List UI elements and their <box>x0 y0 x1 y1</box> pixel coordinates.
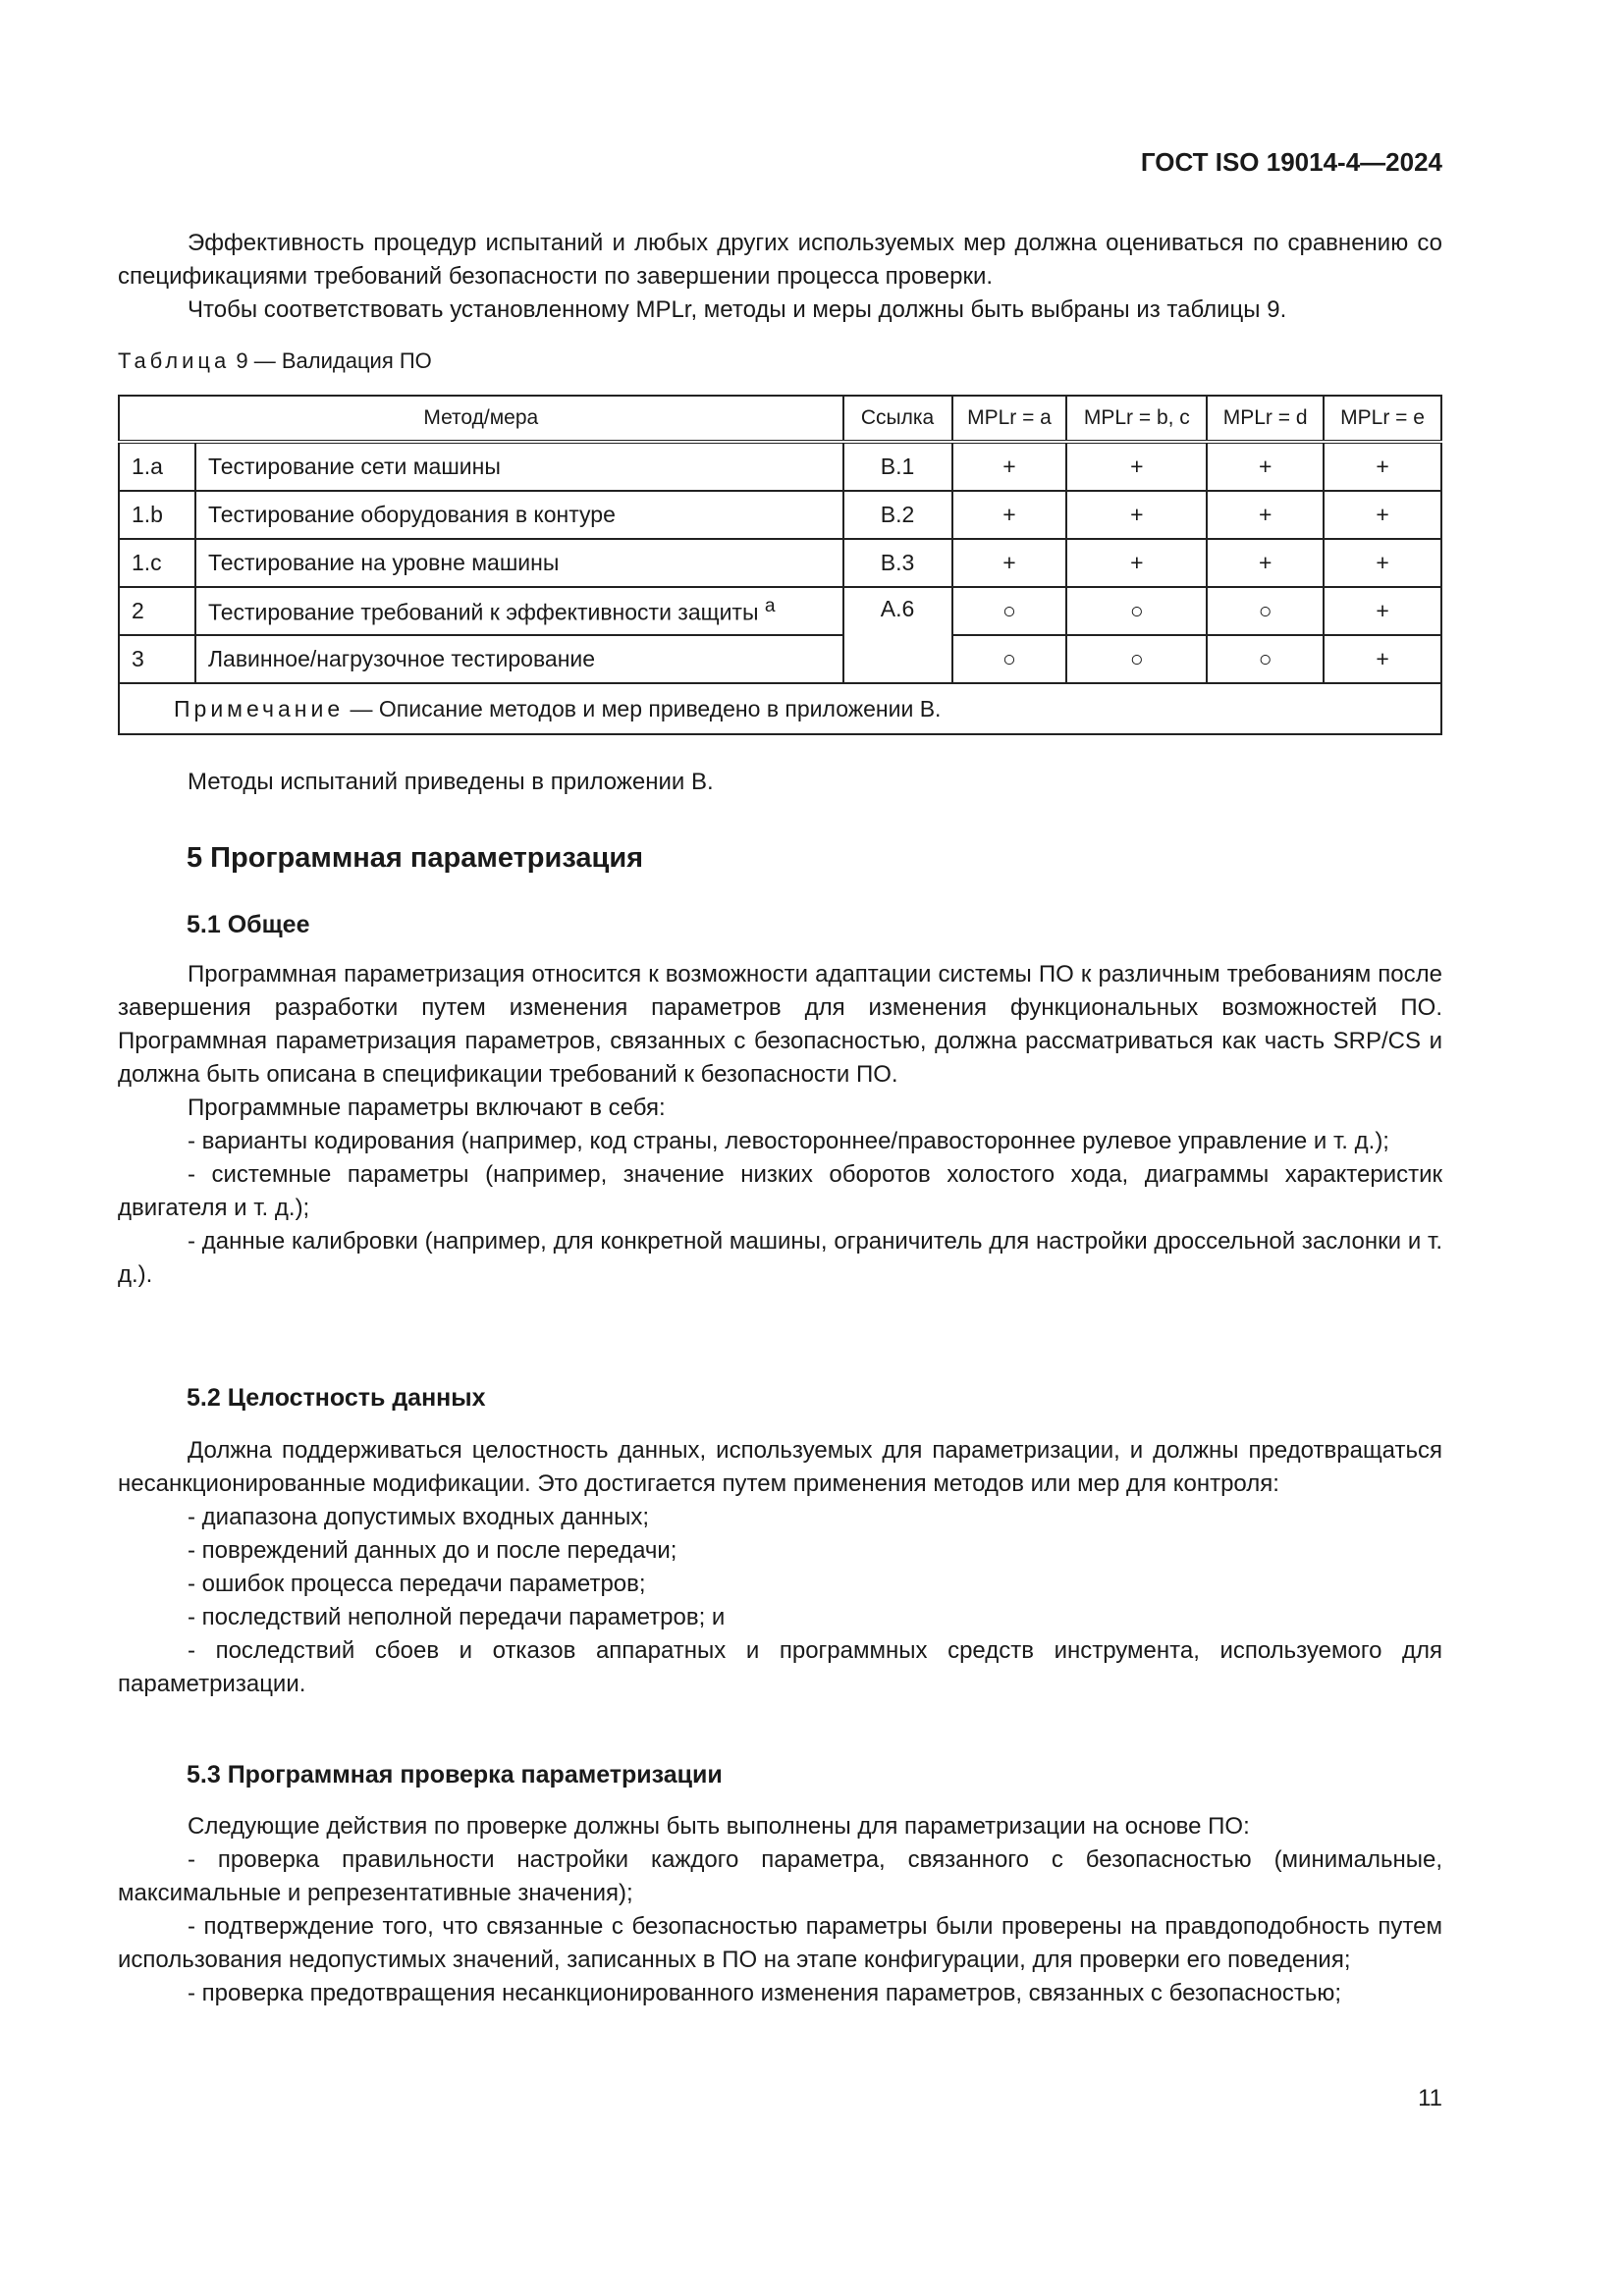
section-5-3-title: 5.3 Программная проверка параметризации <box>187 1761 723 1789</box>
table-row <box>119 442 1441 491</box>
table-header-row <box>119 396 1441 442</box>
cell-bc: ○ <box>1066 587 1207 635</box>
cell-ref: B.3 <box>843 539 952 587</box>
col-header: MPLr = d <box>1207 396 1324 442</box>
section-5-2-body <box>118 1434 1442 1701</box>
list-item: - подтверждение того, что связанные с безопасностью параметры были проверены на правдоподобность путем использования недопустимых значений, записанных в ПО на этапе конфигурации, для проверки его поведения; <box>118 1913 1442 1973</box>
section-5-2-title: 5.2 Целостность данных <box>187 1384 486 1412</box>
cell-d: + <box>1207 442 1324 491</box>
method-text: Тестирование требований к эффективности защиты <box>207 599 759 625</box>
cell-method <box>195 587 843 635</box>
list-item: - повреждений данных до и после передачи; <box>188 1537 677 1564</box>
caption-title: 9 — Валидация ПО <box>230 348 432 373</box>
cell-num: 1.b <box>119 491 195 539</box>
section-5-1-title: 5.1 Общее <box>187 911 310 938</box>
cell-ref: B.1 <box>843 442 952 491</box>
cell-e: + <box>1324 442 1441 491</box>
cell-a: ○ <box>952 587 1067 635</box>
table-note-row <box>119 683 1441 734</box>
paragraph: Программные параметры включают в себя: <box>188 1095 666 1121</box>
paragraph: Следующие действия по проверке должны быть выполнены для параметризации на основе ПО: <box>188 1813 1250 1840</box>
table-row <box>119 539 1441 587</box>
section-5-title: 5 Программная параметризация <box>187 842 644 874</box>
cell-bc: ○ <box>1066 635 1207 683</box>
after-table-text <box>118 766 1442 799</box>
list-item: - проверка правильности настройки каждого параметра, связанного с безопасностью (минимальные, максимальные и репрезентативные значения); <box>118 1846 1442 1906</box>
list-item: - диапазона допустимых входных данных; <box>188 1504 649 1530</box>
paragraph: Методы испытаний приведены в приложении B. <box>188 769 714 795</box>
cell-bc: + <box>1066 491 1207 539</box>
list-item: - проверка предотвращения несанкционированного изменения параметров, связанных с безопасностью; <box>188 1980 1342 2006</box>
cell-method: Тестирование оборудования в контуре <box>195 491 843 539</box>
paragraph: Должна поддерживаться целостность данных, используемых для параметризации, и должны предотвращаться несанкционированные модификации. Это достигается путем применения методов или мер для контроля: <box>118 1437 1442 1497</box>
cell-d: ○ <box>1207 635 1324 683</box>
paragraph: Программная параметризация относится к возможности адаптации системы ПО к различным требованиям после завершения разработки путем изменения параметров для изменения функциональных возможностей ПО. Программная параметризация параметров, связанных с безопасностью, должна рассматриваться как часть SRP/CS и должна быть описана в спецификации требований к безопасности ПО. <box>118 961 1442 1088</box>
caption-label: Таблица <box>118 348 231 373</box>
document-header: ГОСТ ISO 19014-4—2024 <box>1140 147 1442 177</box>
cell-a: + <box>952 491 1067 539</box>
cell-e: + <box>1324 491 1441 539</box>
list-item: - системные параметры (например, значение низких оборотов холостого хода, диаграммы характеристик двигателя и т. д.); <box>118 1161 1442 1221</box>
note-label: Примечание <box>174 695 345 721</box>
paragraph: Эффективность процедур испытаний и любых других используемых мер должна оцениваться по сравнению со спецификациями требований безопасности по завершении процесса проверки. <box>118 230 1442 290</box>
cell-e: + <box>1324 587 1441 635</box>
cell-method: Лавинное/нагрузочное тестирование <box>195 635 843 683</box>
table-caption <box>118 348 432 374</box>
validation-table <box>118 395 1442 735</box>
list-item: - последствий сбоев и отказов аппаратных и программных средств инструмента, используемого для параметризации. <box>118 1637 1442 1697</box>
cell-num: 2 <box>119 587 195 635</box>
cell-d: ○ <box>1207 587 1324 635</box>
section-5-3-body <box>118 1810 1442 2010</box>
note-text: — Описание методов и мер приведено в приложении B. <box>344 695 942 721</box>
col-header: MPLr = a <box>952 396 1067 442</box>
page-number: 11 <box>1418 2085 1442 2111</box>
col-header: Ссылка <box>843 396 952 442</box>
cell-ref: A.6 <box>843 587 952 683</box>
cell-a: ○ <box>952 635 1067 683</box>
intro-text <box>118 227 1442 327</box>
table-row <box>119 491 1441 539</box>
cell-d: + <box>1207 491 1324 539</box>
cell-bc: + <box>1066 442 1207 491</box>
paragraph: Чтобы соответствовать установленному MPLr, методы и меры должны быть выбраны из таблицы 9. <box>188 296 1287 323</box>
section-5-1-body <box>118 958 1442 1292</box>
cell-num: 1.c <box>119 539 195 587</box>
table-row <box>119 587 1441 635</box>
cell-num: 3 <box>119 635 195 683</box>
footnote-marker: a <box>764 596 776 617</box>
col-header: MPLr = e <box>1324 396 1441 442</box>
table-note <box>119 683 1441 734</box>
cell-method: Тестирование на уровне машины <box>195 539 843 587</box>
col-header: Метод/мера <box>119 396 843 442</box>
col-header: MPLr = b, c <box>1066 396 1207 442</box>
list-item: - варианты кодирования (например, код страны, левостороннее/правостороннее рулевое управление и т. д.); <box>188 1128 1389 1154</box>
cell-a: + <box>952 442 1067 491</box>
cell-d: + <box>1207 539 1324 587</box>
cell-num: 1.a <box>119 442 195 491</box>
list-item: - данные калибровки (например, для конкретной машины, ограничитель для настройки дроссельной заслонки и т. д.). <box>118 1228 1442 1288</box>
list-item: - последствий неполной передачи параметров; и <box>188 1604 726 1630</box>
cell-method: Тестирование сети машины <box>195 442 843 491</box>
cell-a: + <box>952 539 1067 587</box>
table-row <box>119 635 1441 683</box>
cell-ref: B.2 <box>843 491 952 539</box>
cell-e: + <box>1324 539 1441 587</box>
cell-e: + <box>1324 635 1441 683</box>
list-item: - ошибок процесса передачи параметров; <box>188 1571 646 1597</box>
cell-bc: + <box>1066 539 1207 587</box>
